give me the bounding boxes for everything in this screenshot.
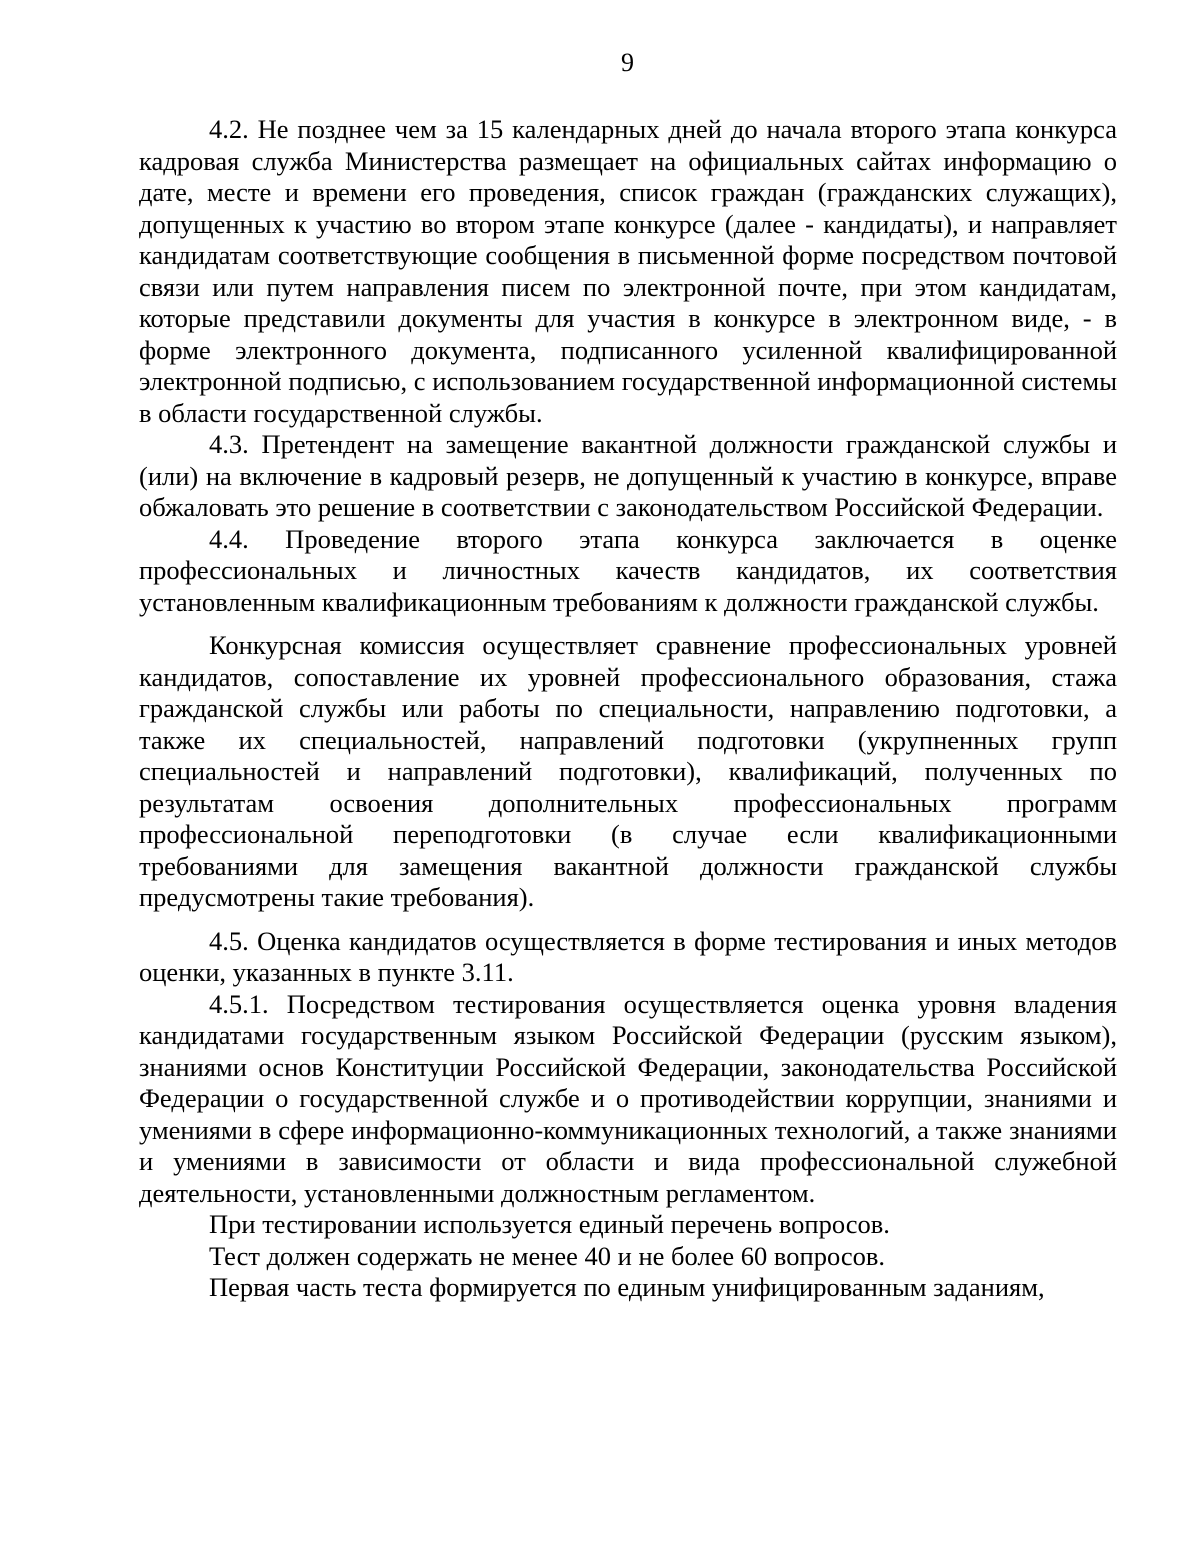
- paragraph-test-first-part: Первая часть теста формируется по единым унифицированным заданиям,: [209, 1272, 1045, 1302]
- page-number: 9: [621, 48, 634, 77]
- paragraph-4-3: 4.3. Претендент на замещение вакантной должности гражданской службы и (или) на включение в кадровый резерв, не допущенный к участию в конкурсе, вправе обжаловать это решение в соответствии с законодательством Российской Федерации.: [139, 429, 1117, 522]
- paragraph-test-size: Тест должен содержать не менее 40 и не более 60 вопросов.: [209, 1240, 886, 1271]
- paragraph-4-4: 4.4. Проведение второго этапа конкурса заключается в оценке профессиональных и личностных качеств кандидатов, их соответствия установленным квалификационным требованиям к должности гражданской службы.: [139, 523, 1117, 617]
- paragraph-4-5: 4.5. Оценка кандидатов осуществляется в форме тестирования и иных методов оценки, указанных в пункте 3.11.: [139, 925, 1117, 987]
- paragraph-4-5-1: 4.5.1. Посредством тестирования осуществляется оценка уровня владения кандидатами государственным языком Российской Федерации (русским языком), знаниями основ Конституции Российской Федерации, законодательства Российской Федерации о государственной службе и о противодействии коррупции, знаниями и умениями в сфере информационно-коммуникационных технологий, а также знаниями и умениями в зависимости от области и вида профессиональной служебной деятельности, установленными должностным регламентом.: [139, 988, 1117, 1208]
- document-body: [139, 114, 1117, 1304]
- paragraph-testing-questions: При тестировании используется единый перечень вопросов.: [209, 1209, 890, 1239]
- paragraph-4-2: 4.2. Не позднее чем за 15 календарных дней до начала второго этапа конкурса кадровая служба Министерства размещает на официальных сайтах информацию о дате, месте и времени его проведения, список граждан (гражданских служащих), допущенных к участию во втором этапе конкурсе (далее - кандидаты), и направляет кандидатам соответствующие сообщения в письменной форме посредством почтовой связи или путем направления писем по электронной почте, при этом кандидатам, которые представили документы для участия в конкурсе в электронном виде, - в форме электронного документа, подписанного усиленной квалифицированной электронной подписью, с использованием государственной информационной системы в области государственной службы.: [139, 114, 1117, 428]
- paragraph-commission: Конкурсная комиссия осуществляет сравнение профессиональных уровней кандидатов, сопоставление их уровней профессионального образования, стажа гражданской службы или работы по специальности, направлению подготовки, а также их специальностей, направлений подготовки (укрупненных групп специальностей и направлений подготовки), квалификаций, полученных по результатам освоения дополнительных профессиональных программ профессиональной переподготовки (в случае если квалификационными требованиями для замещения вакантной должности гражданской службы предусмотрены такие требования).: [139, 630, 1117, 912]
